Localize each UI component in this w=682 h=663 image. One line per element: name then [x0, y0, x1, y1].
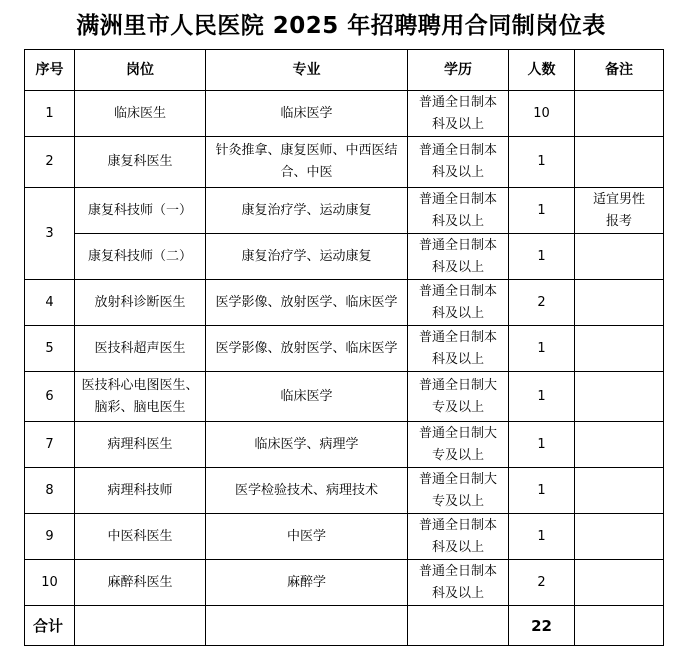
cell-empty [75, 606, 206, 646]
education-line: 科及以上 [431, 165, 484, 180]
cell-note [575, 234, 664, 280]
cell-empty [575, 606, 664, 646]
cell-seq: 1 [25, 91, 75, 137]
cell-note [575, 280, 664, 326]
cell-education [408, 234, 509, 280]
cell-major: 康复治疗学、运动康复 [206, 188, 408, 234]
cell-education [408, 514, 509, 560]
cell-seq: 8 [25, 468, 75, 514]
page-title: 满洲里市人民医院 2025 年招聘聘用合同制岗位表 [76, 13, 606, 39]
cell-note [575, 422, 664, 468]
header-education: 学历 [408, 50, 509, 91]
cell-position [75, 372, 206, 422]
cell-position: 病理科技师 [75, 468, 206, 514]
cell-seq: 2 [25, 137, 75, 188]
cell-note [575, 326, 664, 372]
table-row [25, 188, 664, 234]
recruitment-table [24, 49, 664, 646]
cell-seq: 6 [25, 372, 75, 422]
cell-major: 医学影像、放射医学、临床医学 [206, 326, 408, 372]
education-line: 普通全日制本 [418, 191, 497, 207]
cell-note [575, 188, 664, 234]
cell-major: 麻醉学 [206, 560, 408, 606]
cell-position: 放射科诊断医生 [75, 280, 206, 326]
table-row [25, 514, 664, 560]
cell-seq: 9 [25, 514, 75, 560]
total-count: 22 [509, 606, 575, 646]
cell-note [575, 560, 664, 606]
cell-position: 中医科医生 [75, 514, 206, 560]
education-line: 科及以上 [431, 539, 484, 555]
cell-count: 1 [509, 468, 575, 514]
cell-empty [408, 606, 509, 646]
education-line: 普通全日制大 [418, 377, 497, 393]
total-label: 合计 [25, 606, 75, 646]
cell-education [408, 91, 509, 137]
cell-count: 1 [509, 137, 575, 188]
cell-note [575, 514, 664, 560]
education-line: 普通全日制大 [418, 471, 497, 487]
education-line: 专及以上 [431, 399, 484, 415]
cell-education [408, 422, 509, 468]
table-row [25, 91, 664, 137]
cell-major: 中医学 [206, 514, 408, 560]
education-line: 科及以上 [431, 305, 484, 321]
education-line: 普通全日制本 [418, 94, 497, 110]
position-line: 脑彩、脑电医生 [94, 399, 186, 415]
cell-major: 医学检验技术、病理技术 [206, 468, 408, 514]
education-line: 科及以上 [431, 585, 484, 601]
cell-education [408, 468, 509, 514]
table-row [25, 372, 664, 422]
cell-position: 临床医生 [75, 91, 206, 137]
table-row [25, 280, 664, 326]
cell-count: 2 [509, 280, 575, 326]
cell-count: 1 [509, 326, 575, 372]
education-line: 科及以上 [431, 116, 484, 132]
cell-education [408, 137, 509, 188]
cell-count: 10 [509, 91, 575, 137]
cell-major: 医学影像、放射医学、临床医学 [206, 280, 408, 326]
position-line: 医技科心电图医生、 [81, 377, 199, 393]
major-line: 合、中医 [280, 165, 333, 180]
cell-education [408, 188, 509, 234]
table-row [25, 468, 664, 514]
cell-position: 麻醉科医生 [75, 560, 206, 606]
cell-education [408, 560, 509, 606]
cell-major: 临床医学 [206, 91, 408, 137]
header-major: 专业 [206, 50, 408, 91]
cell-count: 2 [509, 560, 575, 606]
cell-position: 康复科技师（一） [75, 188, 206, 234]
total-row [25, 606, 664, 646]
cell-position: 康复科技师（二） [75, 234, 206, 280]
cell-count: 1 [509, 372, 575, 422]
cell-position: 病理科医生 [75, 422, 206, 468]
education-line: 普通全日制本 [418, 283, 497, 299]
cell-education [408, 372, 509, 422]
cell-education [408, 280, 509, 326]
education-line: 普通全日制本 [418, 517, 497, 533]
cell-seq: 5 [25, 326, 75, 372]
cell-major: 康复治疗学、运动康复 [206, 234, 408, 280]
table-row [25, 560, 664, 606]
header-count: 人数 [509, 50, 575, 91]
education-line: 科及以上 [431, 213, 484, 229]
cell-major: 临床医学 [206, 372, 408, 422]
education-line: 普通全日制本 [418, 563, 497, 579]
cell-position: 康复科医生 [75, 137, 206, 188]
cell-major [206, 137, 408, 188]
education-line: 普通全日制大 [418, 425, 497, 441]
cell-seq: 7 [25, 422, 75, 468]
cell-empty [206, 606, 408, 646]
cell-note [575, 137, 664, 188]
cell-seq: 4 [25, 280, 75, 326]
major-line: 针灸推拿、康复医师、中西医结 [215, 143, 398, 158]
note-line: 适宜男性 [592, 191, 645, 207]
cell-note [575, 468, 664, 514]
cell-note [575, 91, 664, 137]
header-position: 岗位 [75, 50, 206, 91]
cell-count: 1 [509, 234, 575, 280]
cell-count: 1 [509, 188, 575, 234]
header-seq: 序号 [25, 50, 75, 91]
cell-education [408, 326, 509, 372]
header-note: 备注 [575, 50, 664, 91]
education-line: 普通全日制本 [418, 329, 497, 345]
cell-note [575, 372, 664, 422]
table-row [25, 422, 664, 468]
education-line: 科及以上 [431, 351, 484, 367]
table-row [25, 326, 664, 372]
cell-count: 1 [509, 422, 575, 468]
cell-position: 医技科超声医生 [75, 326, 206, 372]
cell-major: 临床医学、病理学 [206, 422, 408, 468]
cell-seq: 3 [25, 188, 75, 280]
cell-seq: 10 [25, 560, 75, 606]
education-line: 普通全日制本 [418, 143, 497, 158]
education-line: 专及以上 [431, 493, 484, 509]
table-header-row [25, 50, 664, 91]
education-line: 普通全日制本 [418, 237, 497, 253]
cell-count: 1 [509, 514, 575, 560]
table-row [25, 234, 664, 280]
education-line: 专及以上 [431, 447, 484, 463]
table-row [25, 137, 664, 188]
education-line: 科及以上 [431, 259, 484, 275]
note-line: 报考 [605, 213, 632, 229]
